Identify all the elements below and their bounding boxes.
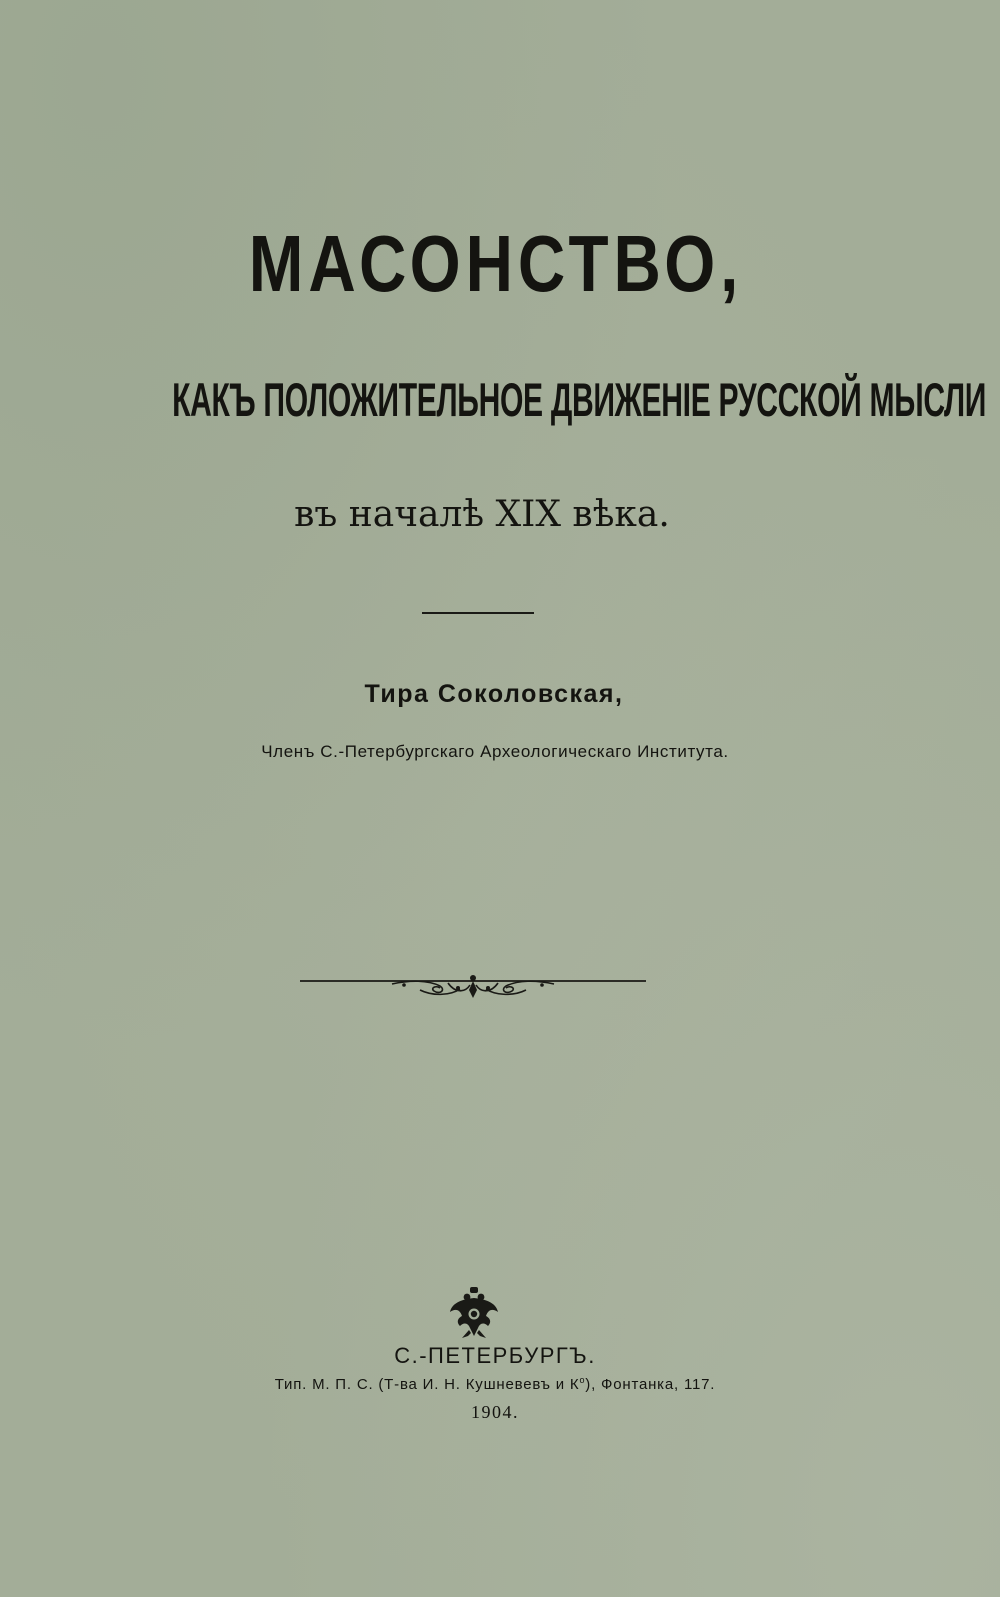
book-title: МАСОНСТВО, — [248, 219, 744, 308]
imperial-eagle-icon — [448, 1286, 500, 1340]
century-line: въ началѣ XIX вѣка. — [294, 494, 670, 535]
imprint-year: 1904. — [471, 1402, 519, 1422]
book-subtitle: КАКЪ ПОЛОЖИТЕЛЬНОЕ ДВИЖЕНІЕ РУССКОЙ МЫСЛИ — [172, 373, 987, 426]
ornament-divider-icon — [300, 968, 646, 1008]
author-affiliation: Членъ С.-Петербургскаго Археологическаго Института. — [261, 742, 729, 761]
short-divider-rule — [422, 612, 534, 614]
printer-text-before: Тип. М. П. С. (Т-ва И. Н. Кушневевъ и К — [274, 1376, 580, 1393]
printer-superscript: о — [579, 1375, 586, 1385]
printer-text-after: ), Фонтанка, 117. — [585, 1376, 716, 1393]
imprint-printer — [0, 1375, 995, 1393]
imprint-city: С.-ПЕТЕРБУРГЪ. — [394, 1343, 596, 1368]
author-name: Тира Соколовская, — [364, 680, 624, 708]
